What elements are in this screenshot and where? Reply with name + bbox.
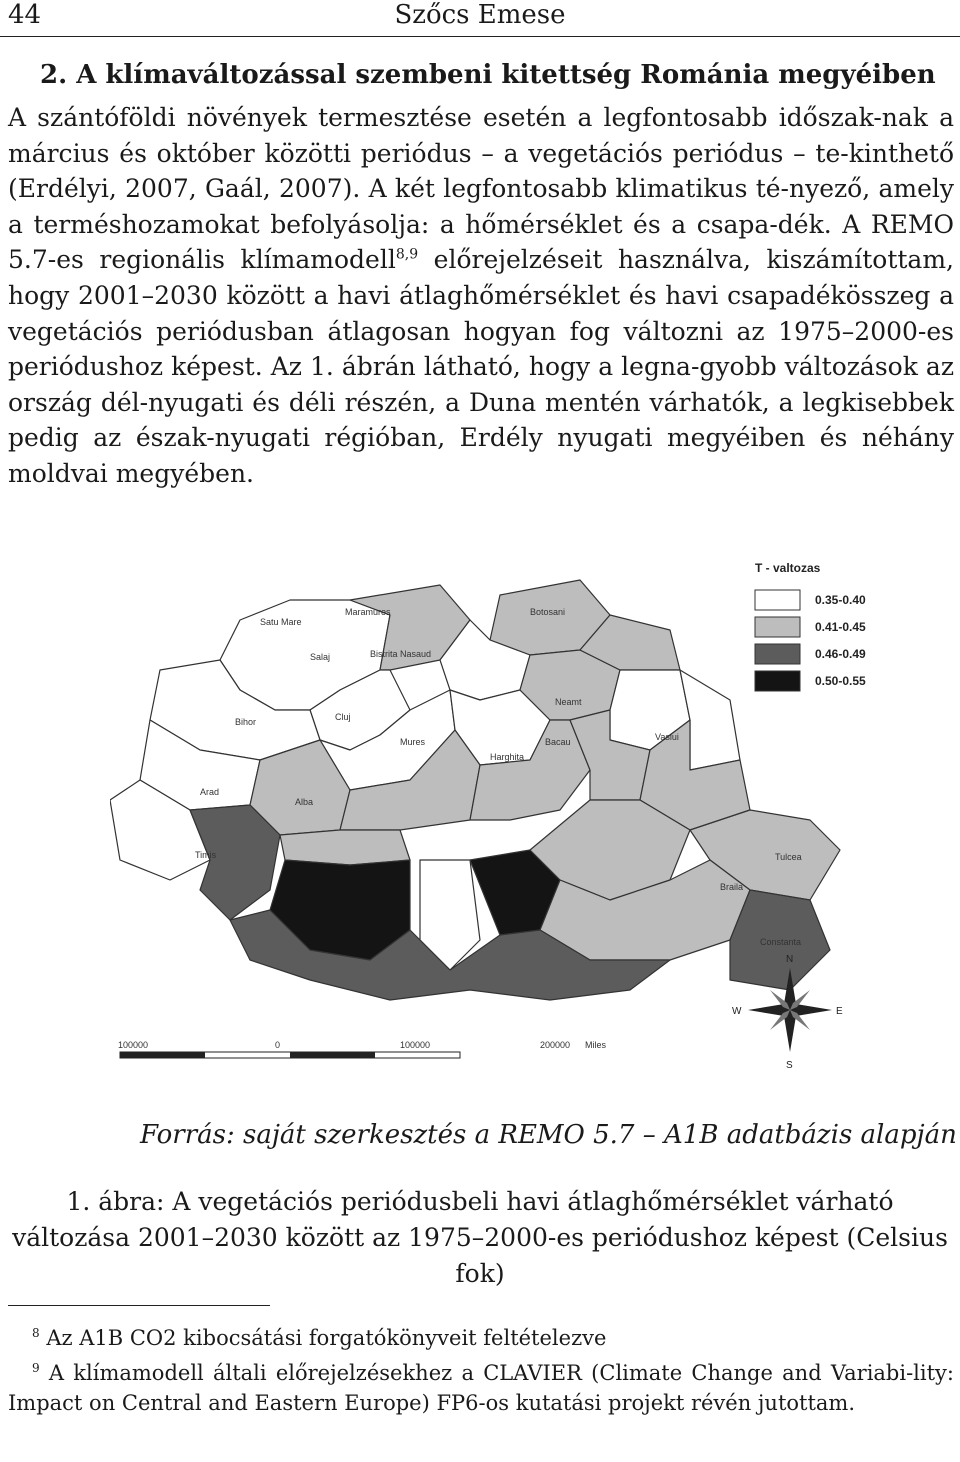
legend-title: T - valtozas — [755, 561, 821, 575]
county-label: Arad — [200, 787, 220, 797]
county-label: Alba — [295, 797, 314, 807]
footnote-number: 8 — [32, 1326, 40, 1340]
romania-map — [110, 560, 960, 1080]
legend — [755, 590, 866, 691]
section-title: 2. A klímaváltozással szembeni kitettség Románia megyéiben — [40, 60, 936, 90]
county-region — [280, 830, 410, 865]
footnote-text: A klímamodell általi előrejelzésekhez a CLAVIER (Climate Change and Variabi-lity: Impact on Central and Eastern Europe) FP6-os kutatási projekt révén jutottam. — [8, 1361, 954, 1415]
figure-source: Forrás: saját szerkesztés a REMO 5.7 – A1B adatbázis alapján — [140, 1120, 957, 1150]
footnotes — [8, 1318, 954, 1418]
legend-swatch-2 — [755, 617, 800, 637]
county-label: Maramures — [345, 607, 391, 617]
legend-swatch-4 — [755, 671, 800, 691]
caption-line-1: 1. ábra: A vegetációs periódusbeli havi átlaghőmérséklet várható — [66, 1187, 894, 1216]
footnote-rule — [8, 1305, 270, 1306]
figure-map — [110, 560, 960, 1080]
legend-swatch-3 — [755, 644, 800, 664]
scale-bar — [118, 1040, 607, 1058]
county-label: Satu Mare — [260, 617, 302, 627]
running-title: Szőcs Emese — [394, 0, 566, 30]
legend-label-1: 0.35-0.40 — [815, 593, 866, 607]
legend-swatch-1 — [755, 590, 800, 610]
page-number: 44 — [8, 0, 42, 30]
county-label: Tulcea — [775, 852, 802, 862]
paragraph-part-1: A szántóföldi növények termesztése esetén a legfontosabb időszak-nak a március és október közötti periódus – a vegetációs periódus – te-kinthető (Erdélyi, 2007, Gaál, 2007). A két legfontosabb klimatikus té-nyező, amely a terméshozamokat befolyásolja: a hőmérséklet és a csapa-dék. A REMO 5.7-es regionális klímamodell — [8, 103, 954, 275]
compass-n: N — [786, 954, 794, 965]
county-label: Vaslui — [655, 732, 679, 742]
footnote-text: Az A1B CO2 kibocsátási forgatókönyveit feltételezve — [46, 1326, 607, 1350]
paragraph-part-2: előrejelzéseit használva, kiszámítottam, hogy 2001–2030 között a havi átlaghőmérséklet és havi csapadékösszeg a vegetációs periódusban átlagosan hogyan fog változni az 1975–2000-es periódushoz képest. Az 1. ábrán látható, hogy a legna-gyobb változások az ország dél-nyugati és déli részén, a Duna mentén várhatók, a legkisebbek pedig az észak-nyugati régióban, Erdély nyugati megyéiben és néhány moldvai megyében. — [8, 245, 954, 488]
body-paragraph — [8, 100, 954, 492]
county-label: Neamt — [555, 697, 582, 707]
compass-w: W — [732, 1006, 742, 1017]
legend-label-3: 0.46-0.49 — [815, 647, 866, 661]
compass-s: S — [786, 1060, 793, 1071]
legend-label-4: 0.50-0.55 — [815, 674, 866, 688]
footnote-number: 9 — [32, 1361, 40, 1375]
county-label: Bacau — [545, 737, 571, 747]
county-label: Timis — [195, 850, 217, 860]
footnote-ref[interactable]: 8,9 — [395, 247, 419, 264]
county-label: Constanta — [760, 937, 802, 947]
scale-label: 100000 — [400, 1040, 431, 1050]
scale-label: 0 — [275, 1040, 281, 1050]
footnote-9 — [8, 1353, 954, 1418]
county-label: Bihor — [235, 717, 257, 727]
scale-label: Miles — [585, 1040, 607, 1050]
caption-line-2: változása 2001–2030 között az 1975–2000-es periódushoz képest (Celsius fok) — [12, 1223, 948, 1288]
page-header — [0, 0, 960, 37]
figure-caption — [0, 1184, 960, 1292]
compass-e: E — [836, 1006, 843, 1017]
county-label: Cluj — [335, 712, 351, 722]
county-label: Botosani — [530, 607, 566, 617]
scale-label: 200000 — [540, 1040, 571, 1050]
county-label: Mures — [400, 737, 426, 747]
county-label: Braila — [720, 882, 744, 892]
county-label: Salaj — [310, 652, 331, 662]
footnote-8 — [8, 1318, 954, 1353]
county-label: Harghita — [490, 752, 525, 762]
scale-label: 100000 — [118, 1040, 149, 1050]
county-label: Bistrita Nasaud — [370, 649, 432, 659]
legend-label-2: 0.41-0.45 — [815, 620, 866, 634]
